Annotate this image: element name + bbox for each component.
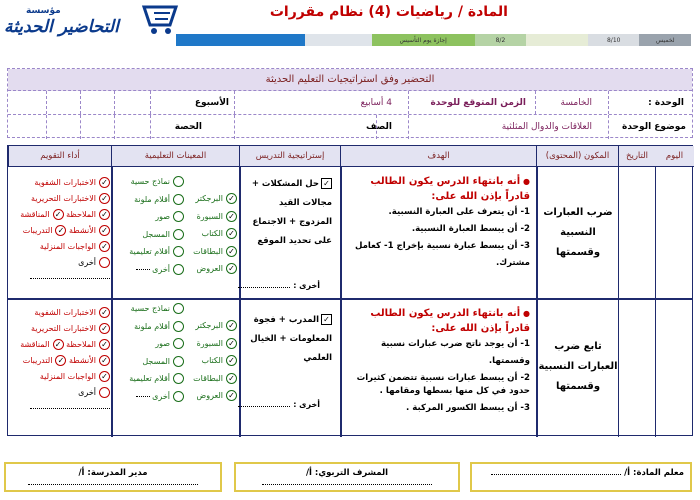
aid-label: العروض xyxy=(196,264,223,274)
aid-label: صور xyxy=(155,212,170,222)
assessment-label: الأنشطة xyxy=(69,355,96,365)
row2-assessment xyxy=(16,304,110,416)
row1-assessment xyxy=(16,174,110,286)
check-circle-icon[interactable]: ✓ xyxy=(99,177,110,188)
lesson-plan-table xyxy=(7,145,693,436)
teacher-label: معلم المادة: أ/ xyxy=(624,468,684,478)
strategy-checkbox-icon[interactable]: ✓ xyxy=(321,314,332,325)
check-circle-icon[interactable]: ✓ xyxy=(226,246,237,257)
assessment-label: الاختبارات الشفوية xyxy=(34,307,96,317)
aid-label: البطاقات xyxy=(193,246,223,256)
header-date: التاريخ xyxy=(618,146,655,167)
check-circle-icon[interactable]: ✓ xyxy=(53,209,64,220)
supervisor-label: المشرف التربوي: أ/ xyxy=(305,468,389,478)
progress-segment xyxy=(305,34,372,46)
header-aids: المعينات التعليمية xyxy=(111,146,239,167)
check-circle-icon[interactable]: ✓ xyxy=(226,193,237,204)
header-content: المكون (المحتوى) xyxy=(536,146,618,167)
aid-label: نماذج حسية xyxy=(130,177,170,187)
check-circle-icon[interactable]: ✓ xyxy=(99,225,110,236)
check-circle-icon[interactable]: ✓ xyxy=(226,211,237,222)
assessment-label: الاختبارات الشفوية xyxy=(34,177,96,187)
assessment-label: الملاحظة xyxy=(66,209,96,219)
assessment-label: المناقشة xyxy=(20,339,50,349)
assessment-label: الاختبارات التحريرية xyxy=(31,323,96,333)
progress-segment: 8/10 xyxy=(588,34,640,46)
check-circle-icon[interactable]: ✓ xyxy=(226,355,237,366)
assessment-label: المناقشة xyxy=(20,209,50,219)
row2-goal-3: 3- أن يبسط الكسور المركبة . xyxy=(406,403,530,413)
check-circle-icon[interactable]: ✓ xyxy=(55,225,66,236)
check-circle-icon[interactable]: ✓ xyxy=(226,228,237,239)
assessment-label: التدريبات xyxy=(22,225,53,235)
empty-circle-icon[interactable] xyxy=(173,229,184,240)
progress-segment: 8/2 xyxy=(475,34,527,46)
logo xyxy=(4,3,180,39)
assessment-label: الأنشطة xyxy=(69,225,96,235)
principal-signature-box xyxy=(4,462,222,492)
period-label: الحصة xyxy=(174,122,202,132)
check-circle-icon[interactable]: ✓ xyxy=(99,241,110,252)
check-circle-icon[interactable]: ✓ xyxy=(99,355,110,366)
strategy-checkbox-icon[interactable]: ✓ xyxy=(321,178,332,189)
row2-aids-plain xyxy=(112,300,184,405)
assessment-label: الواجبات المنزلية xyxy=(39,371,96,381)
check-circle-icon[interactable]: ✓ xyxy=(99,339,110,350)
week-label: الأسبوع xyxy=(194,97,229,108)
row2-strategy xyxy=(241,306,340,386)
row1-goal-1: 1- أن يتعرف على العبارة النسبية. xyxy=(388,207,530,217)
check-circle-icon[interactable]: ✓ xyxy=(99,209,110,220)
header-goal: الهدف xyxy=(340,146,536,167)
aid-label: البطاقات xyxy=(193,373,223,383)
check-circle-icon[interactable]: ✓ xyxy=(99,323,110,334)
principal-signature-line[interactable] xyxy=(28,484,198,485)
duration-label: الزمن المتوقع للوحدة xyxy=(430,97,526,108)
aid-label: أقلام تعليمية xyxy=(129,374,170,384)
row2-content: تابع ضرب العبارات النسبية وقسمتها xyxy=(538,341,618,392)
row1-other-label: أخرى : xyxy=(293,281,320,290)
empty-circle-icon[interactable] xyxy=(173,373,184,384)
empty-circle-icon[interactable] xyxy=(99,257,110,268)
row2-goal xyxy=(342,302,536,432)
aid-label: المسجل xyxy=(142,229,170,239)
check-circle-icon[interactable]: ✓ xyxy=(53,339,64,350)
empty-circle-icon[interactable] xyxy=(173,194,184,205)
row1-goal-3: 3- أن يبسط عبارة نسبية بإخراج 1- كعامل مشترك. xyxy=(354,241,530,268)
aid-label: المسجل xyxy=(142,356,170,366)
check-circle-icon[interactable]: ✓ xyxy=(226,320,237,331)
empty-circle-icon[interactable] xyxy=(173,391,184,402)
info-row-topic xyxy=(8,115,692,139)
aid-label: البرجكتر xyxy=(195,194,223,204)
unit-label: الوحدة : xyxy=(648,97,684,108)
progress-segment: إجازة يوم التأسيس xyxy=(372,34,475,46)
row2-goal-1: 1- أن يوجد ناتج ضرب عبارات نسبية وقسمتها. xyxy=(380,339,530,366)
check-circle-icon[interactable]: ✓ xyxy=(226,263,237,274)
info-row-unit xyxy=(8,91,692,115)
logo-org-label: مؤسسة xyxy=(26,6,61,16)
assessment-label: الواجبات المنزلية xyxy=(39,241,96,251)
empty-circle-icon[interactable] xyxy=(173,321,184,332)
assessment-label: الاختبارات التحريرية xyxy=(31,193,96,203)
aid-label: السبورة xyxy=(196,211,223,221)
check-circle-icon[interactable]: ✓ xyxy=(226,390,237,401)
header-assessment: أداء التقويم xyxy=(8,146,111,167)
row1-goal xyxy=(342,170,536,296)
row1-goal-2: 2- أن يبسط العبارة النسبية. xyxy=(411,224,530,234)
empty-circle-icon[interactable] xyxy=(173,356,184,367)
aid-label: نماذج حسية xyxy=(130,304,170,314)
document-title: المادة / رياضيات (4) نظام مقررات xyxy=(269,4,508,20)
header-strategy: إستراتيجية التدريس xyxy=(239,146,340,167)
check-circle-icon[interactable]: ✓ xyxy=(226,338,237,349)
aid-label: أقلام ملونة xyxy=(134,194,170,204)
empty-circle-icon[interactable] xyxy=(173,264,184,275)
aid-label: صور xyxy=(155,339,170,349)
aid-label: العروض xyxy=(196,391,223,401)
topic-label: موضوع الوحدة xyxy=(622,122,686,132)
aid-label: البرجكتر xyxy=(195,321,223,331)
empty-circle-icon[interactable] xyxy=(173,338,184,349)
aid-label: أخرى xyxy=(152,264,170,274)
progress-segment xyxy=(176,34,305,46)
row1-strategy-text: حل المشكلات + مجالات القيد المزدوج + الاجتماع على تحديد الموقع xyxy=(251,179,332,246)
row1-goal-intro: ● أنه بانتهاء الدرس يكون الطالب قادراً بإذن الله على: xyxy=(345,174,530,204)
progress-segment: لخميس xyxy=(639,34,691,46)
empty-circle-icon[interactable] xyxy=(99,387,110,398)
empty-circle-icon[interactable] xyxy=(173,176,184,187)
empty-circle-icon[interactable] xyxy=(173,211,184,222)
supervisor-signature-box xyxy=(234,462,460,492)
aid-label: أقلام تعليمية xyxy=(129,247,170,257)
check-circle-icon[interactable]: ✓ xyxy=(99,193,110,204)
check-circle-icon[interactable]: ✓ xyxy=(99,307,110,318)
duration-value: 4 أسابيع xyxy=(360,97,392,108)
teacher-signature-line[interactable] xyxy=(491,474,621,475)
assessment-label: الملاحظة xyxy=(66,339,96,349)
row2-other-label: أخرى : xyxy=(293,400,320,409)
empty-circle-icon[interactable] xyxy=(173,303,184,314)
principal-label: مدير المدرسة: أ/ xyxy=(78,468,148,478)
plan-band-title: التحضير وفق استراتيجيات التعليم الحديثة xyxy=(8,69,692,91)
empty-circle-icon[interactable] xyxy=(173,246,184,257)
row2-strategy-other xyxy=(238,400,320,409)
row1-aids-plain xyxy=(112,173,184,278)
assessment-label: أخرى xyxy=(78,387,96,397)
aid-label: الكتاب xyxy=(201,356,223,366)
check-circle-icon[interactable]: ✓ xyxy=(99,371,110,382)
check-circle-icon[interactable]: ✓ xyxy=(55,355,66,366)
row1-strategy-other xyxy=(238,281,320,290)
supervisor-signature-line[interactable] xyxy=(262,484,432,485)
unit-info-table xyxy=(7,68,693,138)
class-label: الصف xyxy=(365,122,392,132)
check-circle-icon[interactable]: ✓ xyxy=(226,373,237,384)
assessment-label: أخرى xyxy=(78,257,96,267)
teacher-signature-box xyxy=(470,462,692,492)
header-day: اليوم xyxy=(655,146,694,167)
aid-label: أخرى xyxy=(152,391,170,401)
aid-label: السبورة xyxy=(196,338,223,348)
topic-value: العلاقات والدوال المثلثية xyxy=(501,122,592,132)
unit-value: الخامسة xyxy=(560,97,592,108)
schedule-progress-bar xyxy=(176,34,691,46)
row1-strategy xyxy=(241,170,340,270)
progress-segment xyxy=(526,34,588,46)
aid-label: الكتاب xyxy=(201,229,223,239)
row2-strategy-text: المدرب + فجوة المعلومات + الخيال العلمي xyxy=(250,315,332,363)
row2-goal-intro: ● أنه بانتهاء الدرس يكون الطالب قادراً بإذن الله على: xyxy=(345,306,530,336)
row1-content: ضرب العبارات النسبية وقسمتها xyxy=(543,207,613,258)
assessment-label: التدريبات xyxy=(22,355,53,365)
logo-brand-label: التحاضير الحديثة xyxy=(4,17,119,37)
aid-label: أقلام ملونة xyxy=(134,321,170,331)
row2-goal-2: 2- أن يبسط عبارات نسبية تتضمن كثيرات حدود في كل منها بسطها ومقامها . xyxy=(356,373,530,396)
